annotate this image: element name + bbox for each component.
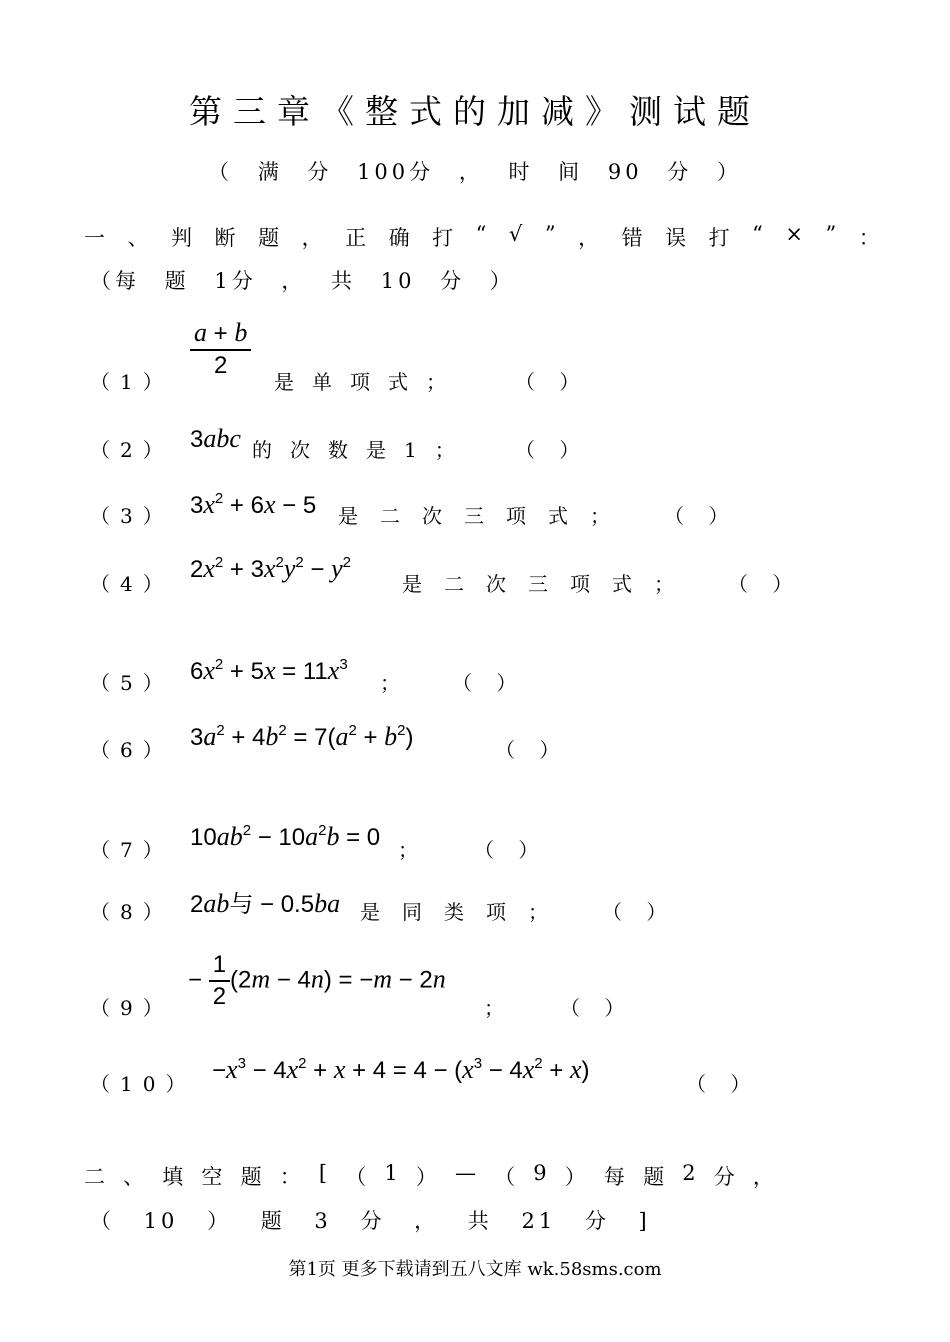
section2-heading-char: 每	[603, 1165, 625, 1189]
question-5-text: ；	[380, 671, 418, 695]
section2-heading-char: （	[345, 1165, 367, 1189]
page-subtitle: （ 满 分 100分 ， 时 间 90 分 ）	[208, 160, 742, 184]
question-5-expression: $6x^2 + 5x = 11x^3$	[190, 656, 348, 685]
section2-heading-char: [	[318, 1161, 328, 1185]
question-9-label: （9）	[90, 996, 173, 1020]
section2-heading-char: 填	[162, 1165, 184, 1189]
section2-heading	[84, 1161, 774, 1191]
section2-heading-char: ）	[564, 1165, 586, 1189]
page-title: 第三章《整式的加减》测试题	[189, 92, 761, 131]
section2-heading-line2: （ 10 ） 题 3 分 ， 共 21 分 ]	[90, 1209, 651, 1233]
section2-heading-char: ）	[415, 1165, 437, 1189]
question-1-label: （1）	[90, 370, 173, 394]
question-4-label: （4）	[90, 572, 173, 596]
question-1-text: 是单项式；	[274, 370, 464, 394]
question-8-label: （8）	[90, 900, 173, 924]
section1-heading-char: √	[508, 222, 523, 246]
question-9-expression: − $\frac{1}{2}$ (2m − 4n) = −m − 2n	[188, 951, 446, 1010]
question-2-answer-blank[interactable]: （ ）	[515, 438, 580, 462]
section1-heading-char: “	[475, 222, 487, 246]
section2-heading-char: 9	[533, 1161, 547, 1185]
question-8-answer-blank[interactable]: （ ）	[602, 900, 667, 924]
section2-heading-char: （	[494, 1165, 516, 1189]
section2-heading-char: 、	[123, 1165, 145, 1189]
section1-heading-char: 断	[214, 226, 236, 250]
question-2-text: 的次数是1；	[252, 438, 473, 462]
question-10-answer-blank[interactable]: （ ）	[686, 1072, 751, 1096]
question-7-text: ；	[398, 838, 436, 862]
question-2-expression: 3abc	[190, 424, 241, 453]
question-4-answer-blank[interactable]: （ ）	[728, 572, 793, 596]
question-10-label: （10）	[90, 1072, 196, 1096]
question-1-expression: $\frac{a + b}{2}$	[190, 318, 251, 381]
section1-heading-char: 打	[708, 226, 730, 250]
section1-heading-char: 判	[171, 226, 193, 250]
question-5-label: （5）	[90, 671, 173, 695]
section1-heading-char: 题	[258, 226, 280, 250]
section2-heading-char: ，	[752, 1165, 774, 1189]
question-8-text: 是同类项；	[360, 900, 570, 924]
section1-heading-char: ”	[544, 222, 556, 246]
section1-heading-char: 确	[388, 226, 410, 250]
section1-heading-char: ”	[825, 222, 837, 246]
section2-heading-char: 题	[643, 1165, 665, 1189]
section1-heading-line2: （每 题 1分 ， 共 10 分 ）	[90, 269, 515, 293]
section2-heading-char: 二	[84, 1165, 105, 1189]
section2-heading-char: 分	[713, 1165, 735, 1189]
section1-heading-char: 错	[621, 226, 643, 250]
section1-heading-char: 打	[432, 226, 454, 250]
section1-heading-char: 正	[345, 226, 367, 250]
section2-heading-char: ：	[279, 1165, 301, 1189]
section1-heading	[84, 222, 880, 252]
question-3-label: （3）	[90, 504, 173, 528]
question-6-label: （6）	[90, 738, 173, 762]
question-1-answer-blank[interactable]: （ ）	[515, 370, 580, 394]
question-4-text: 是二次三项式；	[402, 572, 696, 596]
question-7-label: （7）	[90, 838, 173, 862]
section2-heading-char: 2	[682, 1161, 696, 1185]
section1-heading-char: 一	[84, 226, 105, 250]
question-3-answer-blank[interactable]: （ ）	[664, 504, 729, 528]
section1-heading-char: ：	[858, 226, 880, 250]
question-5-answer-blank[interactable]: （ ）	[452, 671, 517, 695]
question-7-answer-blank[interactable]: （ ）	[474, 838, 539, 862]
page-footer: 第1页 更多下载请到五八文库 wk.58sms.com	[288, 1259, 662, 1280]
section1-heading-char: 误	[665, 226, 687, 250]
section1-heading-char: ，	[578, 226, 600, 250]
question-4-expression: $2x^2 + 3x^2y^2 - y^2$	[190, 554, 351, 583]
question-10-expression: $-x^3 - 4x^2 + x + 4 = 4 - (x^3 - 4x^2 + x)$	[212, 1055, 590, 1084]
section2-heading-char: 题	[240, 1165, 262, 1189]
section2-heading-char: 空	[201, 1165, 223, 1189]
question-9-answer-blank[interactable]: （ ）	[560, 996, 625, 1020]
section1-heading-char: 、	[127, 226, 149, 250]
question-3-expression: $3x^2 + 6x - 5$	[190, 490, 317, 519]
section1-heading-char: ×	[785, 222, 804, 246]
question-6-answer-blank[interactable]: （ ）	[495, 738, 560, 762]
section2-heading-char: —	[454, 1161, 476, 1185]
question-3-text: 是二次三项式；	[338, 504, 632, 528]
question-8-expression: 2ab与 − 0.5ba	[190, 889, 341, 918]
section1-heading-char: ，	[301, 226, 323, 250]
section2-heading-char: 1	[384, 1161, 398, 1185]
question-7-expression: $10ab^2 - 10a^2b = 0$	[190, 822, 381, 851]
question-2-label: （2）	[90, 438, 173, 462]
question-6-expression: $3a^2 + 4b^2 = 7(a^2 + b^2)$	[190, 722, 414, 751]
question-9-text: ；	[484, 996, 522, 1020]
section1-heading-char: “	[752, 222, 763, 246]
